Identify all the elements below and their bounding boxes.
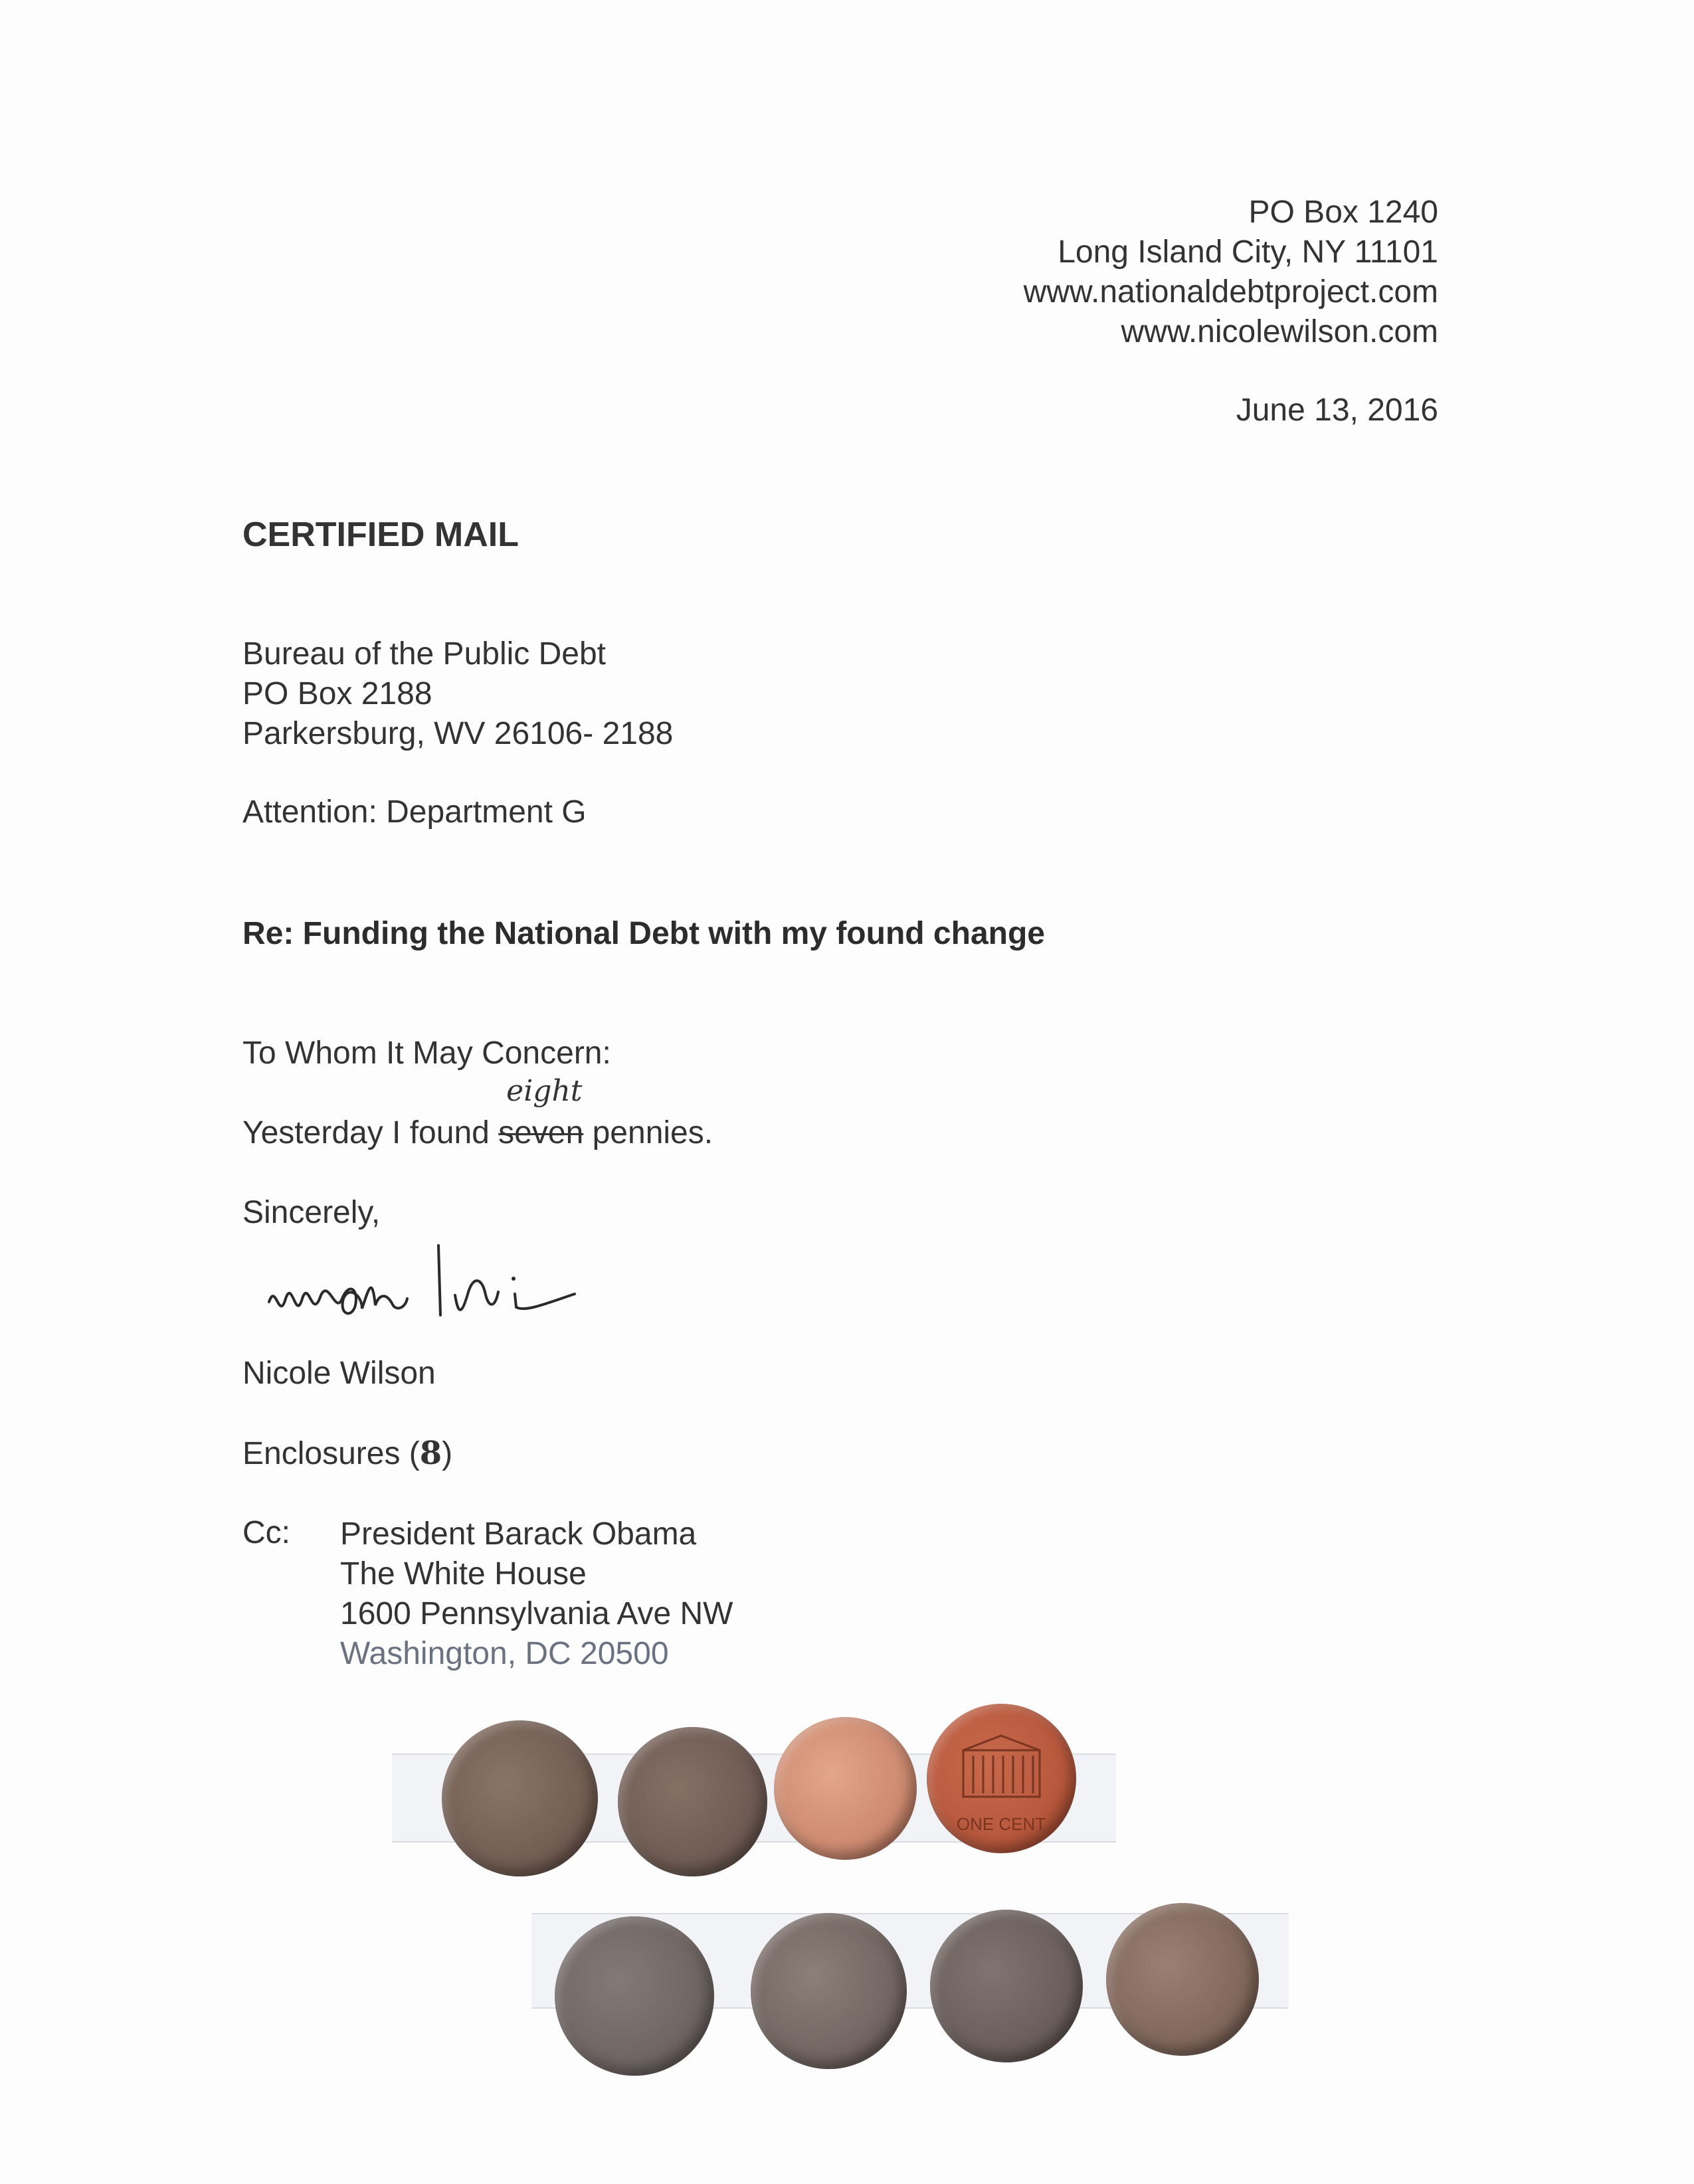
sender-po-box: PO Box 1240 [1248,195,1438,230]
recipient-name: Bureau of the Public Debt [242,636,607,672]
closing: Sincerely, [242,1195,381,1230]
sender-website-1: www.nationaldebtproject.com [1023,274,1438,310]
handwritten-correction: eight [506,1074,583,1108]
penny-1 [442,1720,598,1876]
penny-8 [1106,1903,1259,2056]
cc-street: 1600 Pennsylvania Ave NW [340,1596,733,1631]
penny-6 [751,1913,907,2069]
sender-address [1024,193,1438,352]
cc-name: President Barack Obama [340,1516,697,1552]
struck-word [498,1074,584,1150]
enclosures-count: 8 [419,1435,442,1472]
recipient-address [242,634,673,754]
salutation: To Whom It May Concern: [242,1036,611,1071]
penny-2 [618,1727,767,1876]
one-cent-text: ONE CENT [956,1814,1046,1834]
cc-address [340,1514,733,1674]
certified-mail-heading: CERTIFIED MAIL [242,515,519,554]
penny-4-one-cent [927,1704,1076,1853]
signer-name: Nicole Wilson [242,1356,436,1391]
cc-label: Cc: [242,1515,290,1550]
enclosures-line [242,1435,452,1472]
body-text [242,1074,713,1151]
body-suffix: pennies. [583,1115,713,1150]
penny-7 [930,1910,1083,2062]
letter-date: June 13, 2016 [1236,393,1438,428]
sender-city-line: Long Island City, NY 11101 [1058,234,1438,270]
penny-3 [774,1717,917,1860]
struck-word-text: seven [498,1115,584,1150]
recipient-city-line: Parkersburg, WV 26106- 2188 [242,716,674,751]
attention-line: Attention: Department G [242,794,587,830]
cc-city-line: Washington, DC 20500 [340,1636,669,1671]
cc-org: The White House [340,1556,587,1592]
enclosures-label: Enclosures ( [242,1436,420,1471]
handwritten-signature [262,1216,634,1348]
recipient-po-box: PO Box 2188 [242,676,432,711]
enclosures-close: ) [442,1436,453,1471]
body-prefix: Yesterday I found [242,1115,499,1150]
subject-line: Re: Funding the National Debt with my found change [242,916,1045,951]
penny-5 [555,1916,714,2076]
sender-website-2: www.nicolewilson.com [1121,314,1438,349]
penny-4-engraving [927,1704,1076,1853]
